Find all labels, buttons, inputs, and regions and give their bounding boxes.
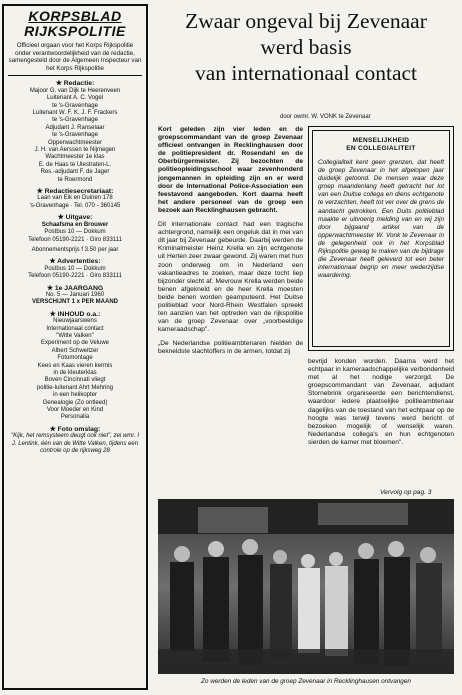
- sidebar-box-title: [318, 137, 444, 153]
- frequency: VERSCHIJNT 1 x PER MAAND: [31, 299, 118, 306]
- uitgave-header-text: Uitgave:: [65, 214, 93, 222]
- inhoud-item: Genealogie (Zo ontleed): [42, 399, 108, 406]
- redactie-line: Wachtmeester 1e klas: [45, 154, 105, 161]
- inhoud-header: ★ INHOUD o.a.:: [49, 310, 101, 318]
- redactie-list: [8, 88, 142, 184]
- headline-line2: werd basis: [260, 35, 352, 59]
- redactiesecretariaat-header: ★ Redactiesecretariaat:: [36, 188, 114, 196]
- inhoud-item: Internationaal contact: [46, 325, 104, 332]
- redactie-line: te 's-Gravenhage: [52, 132, 98, 139]
- sidebar-box-text: Collegialiteit kent geen grenzen, dat heeft de groep Zevenaar in het afgelopen jaar duidelijk getoond. De mensen waar deze groep maandenlang heeft getracht het lot van een Duitse collega en diens echtgenote te verzachten, heeft tot ver over de grens de aandacht getrokken. Een Duits politieblad maakte er uitvoerig melding van en wij zijn door bijgaand artikel van de opperwachtmeester W. Vonk te Zevenaar in de gelegenheid ook in het Korpsblad Rijkspolitie gewag te maken van de bijdrage die Zevenaar heeft geleverd tot een beter internationaal begrip en meer wederzijdse waardering.: [318, 159, 444, 280]
- foto-omslag-header-text: Foto omslag:: [57, 425, 101, 433]
- inhoud-item: Kees en Kaas vieren kermis: [37, 362, 113, 369]
- photo-caption: Zo werden de leden van de groep Zevenaar in Recklinghausen ontvangen: [201, 678, 411, 685]
- redactie-line: te 's-Gravenhage: [52, 117, 98, 124]
- redactie-line: te Roermond: [57, 176, 93, 183]
- redactie-line: E. de Haas te Ulestraten-L.: [38, 161, 112, 168]
- redactie-line: Opperwachtmeester: [47, 139, 103, 146]
- inhoud-item: Boven Cincinnati vliegt: [44, 377, 106, 384]
- headline-line3: van internationaal contact: [194, 61, 418, 85]
- article-column-2: bevrijd konden worden. Daarna werd het echtpaar in kameraadschappelijke verbondenheid met al het nodige verzorgd. De groepscommandant van Zevenaar, adjudant Stornebrink organiseerde een berichtendienst, waardoor iedere plaatselijke politieambtenaar dagelijks van de toestand van het echtpaar op de hoogte was terwijl tevens werd bericht of bezoeken mogelijk of wenselijk waren. Nederlandse collega's en hun echtgenoten sierden de kamer met bloemen".: [308, 358, 454, 446]
- advertenties-line: Telefoon 05190-2221 · Giro 833111: [28, 273, 122, 280]
- foto-omslag-header: ★ Foto omslag:: [49, 425, 101, 433]
- publisher-name: Schaafsma en Brouwer: [41, 221, 109, 228]
- foto-omslag-text: "Kijk, het remsysteem deugt ook niet", zei wmr. I J. Lentink, één van de Witte Valken, tijdens een controle op de rijksweg 28: [10, 433, 140, 455]
- headline-line1: Zwaar ongeval bij Zevenaar: [185, 9, 427, 33]
- masthead-description: Officieel orgaan voor het Korps Rijkspolitie onder verantwoordelijkheid van de redactie, samengesteld door de Algemeen Inspecteur van het Korps Rijkspolitie: [8, 42, 142, 72]
- advertenties-section: [8, 258, 142, 280]
- sidebar-box: [308, 126, 454, 351]
- uitgave-line: Telefoon 05190-2221 · Giro 833111: [28, 236, 122, 243]
- article-paragraph: „De Nederlandse politieambtenaren hielden de bekneldste slachtoffers in de armen, totdat zij: [158, 340, 303, 356]
- redactie-line: J. H. van Aerssen te Nijmegen: [34, 147, 116, 154]
- redactie-header: ★ Redactie:: [55, 80, 95, 88]
- inhoud-section: [8, 311, 142, 422]
- jaargang-header: ★ 1e JAARGANG: [46, 284, 104, 292]
- jaargang-section: [8, 285, 142, 307]
- sidebar-box-inner: [312, 130, 450, 347]
- masthead-title-line1: KORPSBLAD: [28, 8, 122, 24]
- secretariaat-line: Laan van Eik en Duinen 178: [37, 195, 113, 202]
- uitgave-header: ★ Uitgave:: [57, 214, 93, 222]
- inhoud-item: in de kleuterklas: [53, 370, 97, 376]
- inhoud-header-text: INHOUD o.a.:: [57, 310, 101, 318]
- subscription-price: Abonnementsprijs f 3.50 per jaar: [31, 246, 119, 253]
- advertenties-header-text: Advertenties:: [57, 258, 101, 266]
- redactiesecretariaat-header-text: Redactiesecretariaat:: [44, 188, 114, 196]
- advertenties-header: ★ Advertenties:: [49, 258, 101, 266]
- inhoud-item: Experiment op de Veluwe: [40, 340, 110, 347]
- article-headline: [156, 8, 456, 86]
- redactie-line: Majoor G. van Dijk te Heerenveen: [29, 87, 121, 94]
- masthead: [8, 9, 142, 76]
- inhoud-item: Albert Schweitzer: [51, 347, 99, 354]
- issue-number: No. 5 — Januari 1960: [45, 291, 105, 298]
- article-paragraph: Dit internationale contact had een tragische achtergrond, namelijk een ongeluk dat in mei van dit jaar bij Zevenaar gebeurde. Daarbij werden de Kriminalmeister Heinz Krella en zijn echtgenote uit Herten zeer zwaar gewond. Zij waren met hun zoon onderweg om in Nederland een vakantieadres te zoeken, maar deze tocht liep bijzonder slecht af. Mevrouw Krella werden beide benen afgekneld en de heer Krella moesten beide benen worden geamputeerd. Het Duitse politieblad voor Nord-Rhein Westfalen spreekt ten aanzien van het optreden van de rijkspolitie van de groep Zevenaar over „voorbeeldige kameraadschap".: [158, 221, 303, 334]
- inhoud-item: "Witte Valken": [56, 332, 94, 339]
- article-lead: Kort geleden zijn vier leden en de groepscommandant van de groep Zevenaar officieel ontvangen in Recklinghausen door de politiepresident dr. Rosendahl en de Oberbürgermeister. Zij bezochten de politieopleidingsschool waar zevenhonderd jongemannen in opleiding zijn en er werd door de International Police-Association een feestavond aangeboden. Kort daarna heeft het andere personeel van de groep een bezoek aan Recklinghausen gebracht.: [158, 126, 303, 214]
- inhoud-item: Voor Moeder en Kind: [46, 407, 104, 414]
- inhoud-item: Nieuwjaarswens: [53, 318, 97, 325]
- colophon-column: [2, 4, 148, 690]
- redactiesecretariaat-section: [8, 188, 142, 210]
- redactie-section: [8, 80, 142, 184]
- inhoud-item: Personalia: [60, 414, 90, 421]
- redactie-header-text: Redactie:: [63, 80, 95, 88]
- reception-photo: [158, 499, 454, 674]
- secretariaat-line: 's-Gravenhage · Tel. 070 - 360145: [29, 202, 121, 209]
- inhoud-item: Fotomontage: [57, 355, 93, 362]
- article-column-1: [158, 126, 303, 363]
- sidebar-title-line1: MENSELIJKHEID: [352, 137, 410, 144]
- uitgave-section: [8, 214, 142, 254]
- jaargang-header-text: 1e JAARGANG: [54, 284, 104, 292]
- redactie-line: te 's-Gravenhage: [52, 102, 98, 109]
- uitgave-line: Postbus 10 — Dokkum: [44, 229, 106, 236]
- redactie-line: Res.-adjudant F. de Jager: [40, 169, 110, 176]
- inhoud-item: politie-luitenant Ahrt Mehring: [36, 384, 114, 391]
- photo-illustration: [158, 499, 454, 674]
- advertenties-line: Postbus 10 — Dokkum: [44, 265, 106, 272]
- foto-omslag-section: [8, 426, 142, 456]
- redactie-line: Luitenant A. C. Vogel: [46, 95, 104, 102]
- byline: door owmr. W. VONK te Zevenaar: [280, 114, 371, 120]
- sidebar-title-line2: EN COLLEGIALITEIT: [346, 145, 416, 152]
- inhoud-item: in een helikopter: [52, 392, 98, 399]
- masthead-title-line2: RIJKSPOLITIE: [24, 23, 126, 39]
- redactie-line: Adjudant J. Ranselaar: [45, 124, 105, 131]
- continued-note: Vervolg op pag. 3: [380, 489, 432, 496]
- redactie-line: Luitenant W. F. K. J. F. Frackers: [32, 110, 118, 116]
